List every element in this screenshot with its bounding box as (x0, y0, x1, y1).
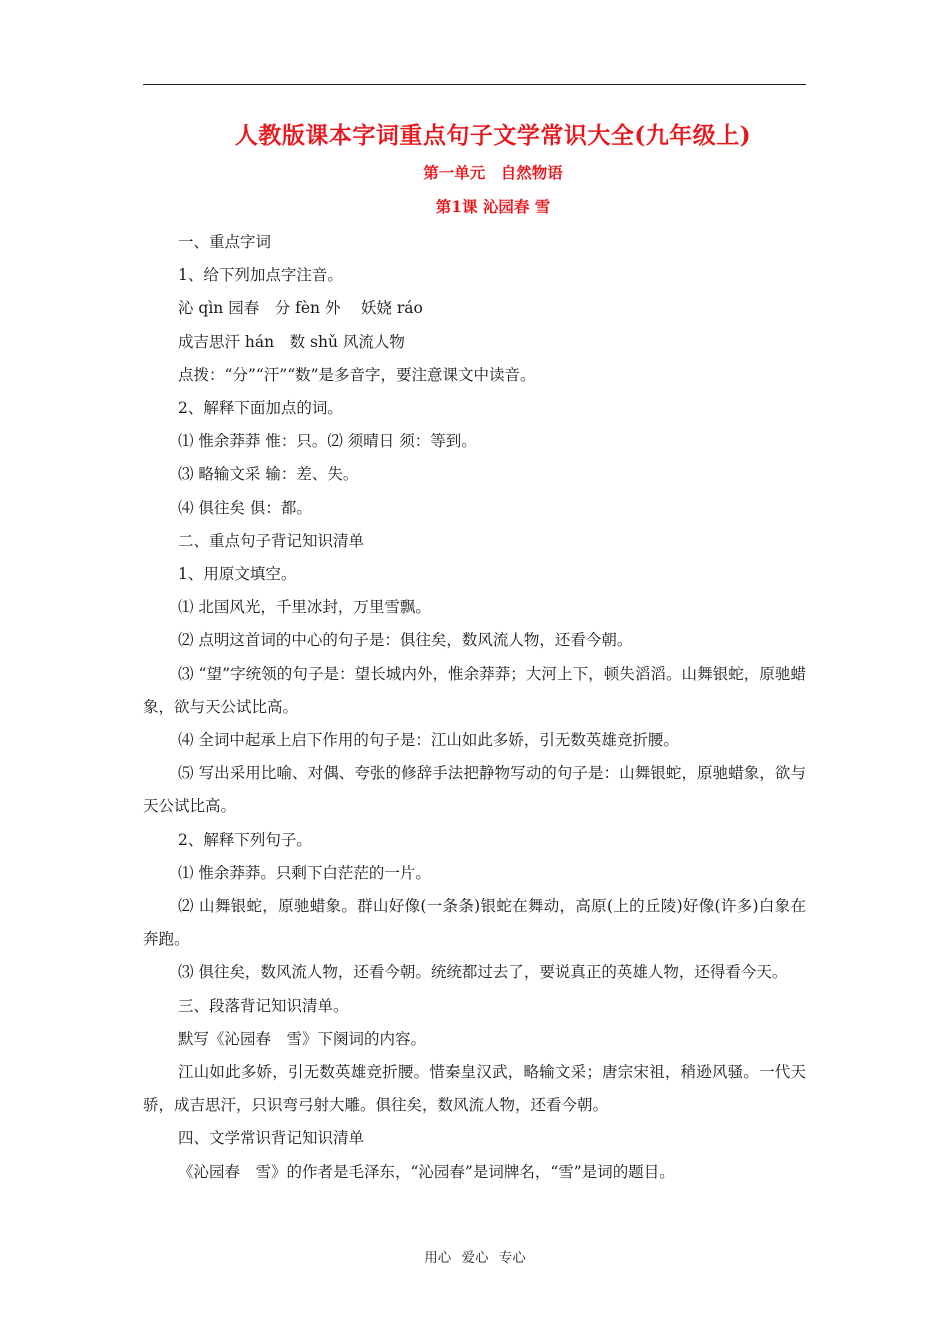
paragraph: 1、用原文填空。 (178, 565, 297, 584)
paragraph: ⑵ 点明这首词的中心的句子是：俱往矣，数风流人物，还看今朝。 (178, 631, 633, 650)
paragraph: 四、文学常识背记知识清单 (178, 1129, 365, 1148)
header-rule (143, 84, 806, 85)
paragraph: 二、重点句子背记知识清单 (178, 531, 365, 550)
lesson-heading: 第1课 沁园春 雪 (435, 197, 551, 216)
paragraph: 成吉思汗 hán 数 shǔ 风流人物 (178, 332, 405, 351)
paragraph: ⑴ 惟余莽莽。只剩下白茫茫的一片。 (178, 863, 431, 882)
document-body (143, 226, 806, 1189)
paragraph: 江山如此多娇，引无数英雄竞折腰。惜秦皇汉武，略输文采；唐宗宋祖，稍逊风骚。一代天骄，成吉思汗，只识弯弓射大雕。俱往矣，数风流人物，还看今朝。 (143, 1063, 806, 1115)
document-title: 人教版课本字词重点句子文学常识大全(九年级上) (234, 122, 752, 149)
page-footer: 用心 爱心 专心 (424, 1250, 526, 1266)
paragraph: ⑵ 山舞银蛇，原驰蜡象。群山好像(一条条)银蛇在舞动，高原(上的丘陵)好像(许多)白象在奔跑。 (143, 897, 806, 949)
paragraph: ⑷ 俱往矣 俱：都。 (178, 498, 312, 517)
paragraph: ⑸ 写出采用比喻、对偶、夸张的修辞手法把静物写动的句子是：山舞银蛇，原驰蜡象，欲与天公试比高。 (143, 764, 806, 816)
paragraph: 默写《沁园春 雪》下阕词的内容。 (178, 1029, 427, 1048)
paragraph: 2、解释下面加点的词。 (178, 399, 343, 418)
paragraph: ⑶ 俱往矣，数风流人物，还看今朝。统统都过去了，要说真正的英雄人物，还得看今天。 (178, 963, 788, 982)
paragraph: 1、给下列加点字注音。 (178, 266, 343, 285)
paragraph: 2、解释下列句子。 (178, 830, 312, 849)
paragraph: ⑶ “望”字统领的句子是：望长城内外，惟余莽莽；大河上下，顿失滔滔。山舞银蛇，原驰蜡象，欲与天公试比高。 (143, 664, 806, 716)
paragraph: 沁 qìn 园春 分 fèn 外 妖娆 ráo (178, 299, 423, 318)
paragraph: ⑷ 全词中起承上启下作用的句子是：江山如此多娇，引无数英雄竞折腰。 (178, 731, 679, 750)
unit-heading: 第一单元 自然物语 (423, 163, 563, 182)
paragraph: 一、重点字词 (178, 233, 272, 251)
paragraph: 三、段落背记知识清单。 (178, 996, 349, 1015)
paragraph: 点拨：“分”“汗”“数”是多音字，要注意课文中读音。 (178, 365, 536, 384)
paragraph: ⑴ 惟余莽莽 惟：只。⑵ 须晴日 须：等到。 (178, 432, 477, 451)
paragraph: ⑴ 北国风光，千里冰封，万里雪飘。 (178, 598, 431, 617)
paragraph: 《沁园春 雪》的作者是毛泽东，“沁园春”是词牌名，“雪”是词的题目。 (178, 1162, 675, 1181)
paragraph: ⑶ 略输文采 输：差、失。 (178, 465, 359, 484)
